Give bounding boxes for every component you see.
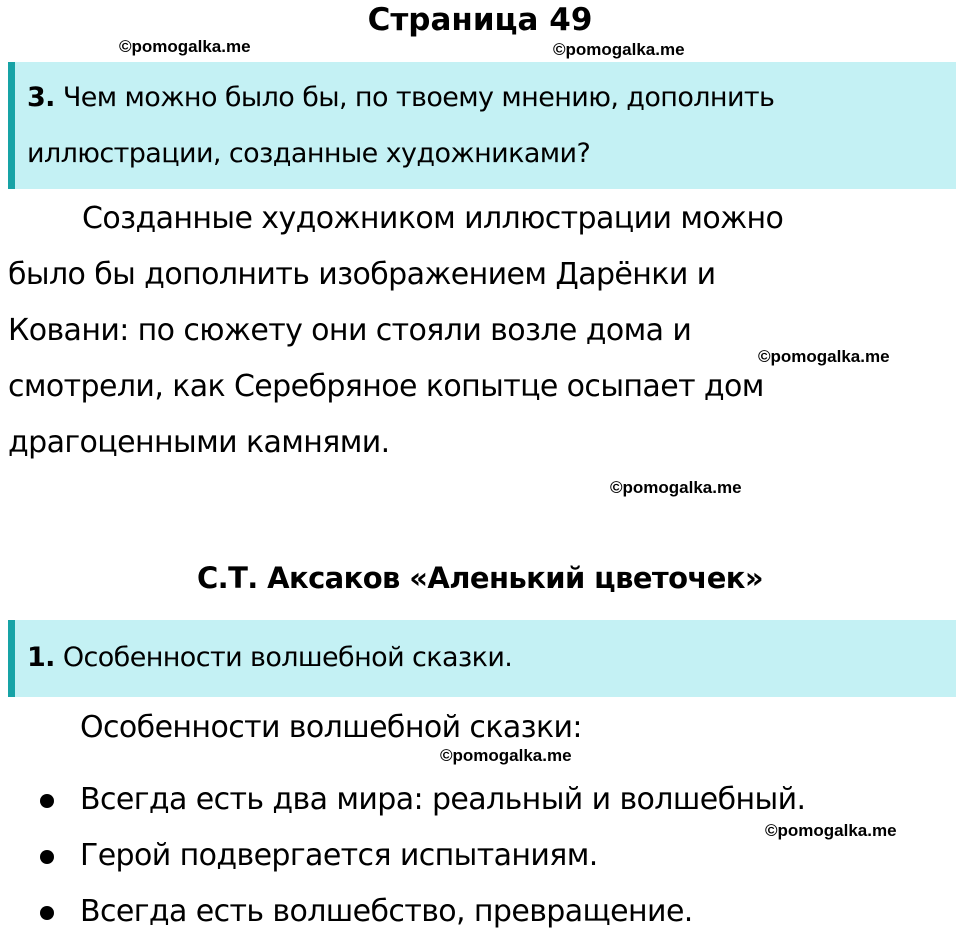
answer-paragraph — [8, 191, 953, 471]
answer-line: драгоценными камнями. — [8, 425, 390, 460]
list-item: Герой подвергается испытаниям. — [40, 828, 805, 884]
bullet-icon — [40, 794, 54, 808]
answer-line: Созданные художником иллюстрации можно — [82, 201, 784, 236]
list-item: Всегда есть волшебство, превращение. — [40, 884, 805, 940]
answer-subheading: Особенности волшебной сказки: — [80, 710, 582, 745]
watermark: ©pomogalka.me — [610, 478, 742, 497]
watermark: ©pomogalka.me — [119, 37, 251, 56]
question-line — [27, 70, 956, 126]
list-item: Всегда есть два мира: реальный и волшебный. — [40, 772, 805, 828]
answer-line: Ковани: по сюжету они стояли возле дома и — [8, 313, 692, 348]
answer-line: было бы дополнить изображением Дарёнки и — [8, 257, 716, 292]
section-heading: С.Т. Аксаков «Аленький цветочек» — [196, 561, 764, 595]
watermark: ©pomogalka.me — [440, 746, 572, 765]
question-number: 1. — [27, 642, 55, 673]
question-line: иллюстрации, созданные художниками? — [27, 138, 591, 169]
question-box — [8, 620, 956, 697]
answer-line: смотрели, как Серебряное копытце осыпает дом — [8, 369, 764, 404]
question-text: Чем можно было бы, по твоему мнению, дополнить — [62, 82, 775, 113]
bullet-icon — [40, 906, 54, 920]
feature-list — [40, 772, 805, 940]
question-number: 3. — [27, 82, 55, 113]
question-box — [8, 62, 956, 189]
watermark: ©pomogalka.me — [553, 40, 685, 59]
watermark: ©pomogalka.me — [765, 821, 897, 840]
page-title: Страница 49 — [367, 2, 593, 38]
bullet-icon — [40, 850, 54, 864]
watermark: ©pomogalka.me — [758, 347, 890, 366]
question-text: Особенности волшебной сказки. — [62, 642, 513, 673]
